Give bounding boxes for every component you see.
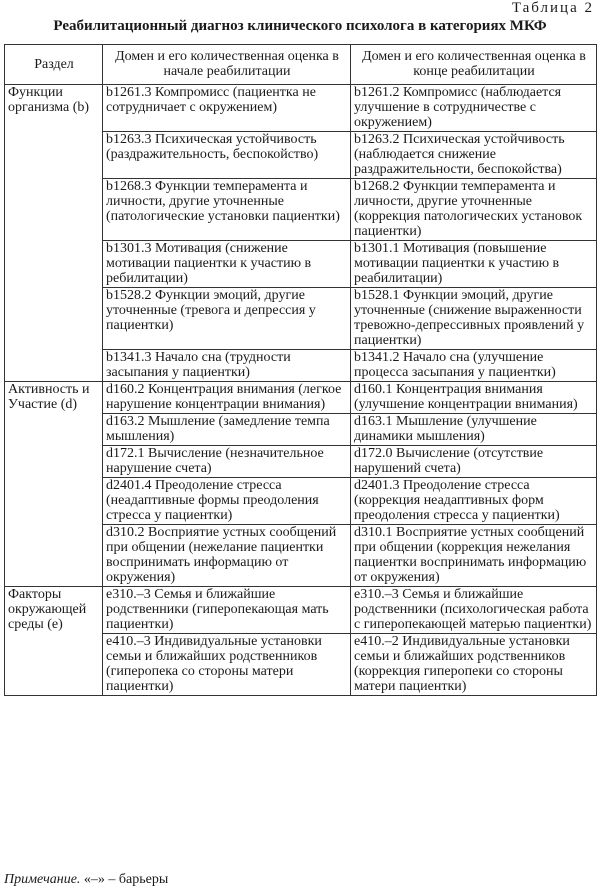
section-cell: Функции организма (b) [5, 85, 103, 382]
table-body [5, 85, 597, 696]
domain-end-cell: b1263.2 Психическая устойчивость (наблюдается снижение раздражительности, беспокойства) [351, 132, 597, 179]
header-start: Домен и его количественная оценка в начале реабилитации [103, 45, 351, 85]
domain-end-cell: e310.–3 Семья и ближайшие родственники (психологическая работа с гиперопекающей матерью пациентки) [351, 587, 597, 634]
domain-start-cell: d160.2 Концентрация внимания (легкое нарушение концентрации внимания) [103, 382, 351, 414]
header-row [5, 45, 597, 85]
domain-start-cell: d310.2 Восприятие устных сообщений при общении (нежелание пациентки воспринимать информацию от окружения) [103, 525, 351, 587]
domain-end-cell: d310.1 Восприятие устных сообщений при общении (коррекция нежелания пациентки воспринимать информацию от окружения) [351, 525, 597, 587]
domain-start-cell: e410.–3 Индивидуальные установки семьи и ближайших родственников (гиперопека со стороны матери пациентки) [103, 634, 351, 696]
note-text: «–» – барьеры [80, 872, 169, 887]
domain-start-cell: e310.–3 Семья и ближайшие родственники (гиперопекающая мать пациентки) [103, 587, 351, 634]
domain-start-cell: d163.2 Мышление (замедление темпа мышления) [103, 414, 351, 446]
header-section: Раздел [5, 45, 103, 85]
table-row [5, 587, 597, 634]
domain-start-cell: b1341.3 Начало сна (трудности засыпания у пациентки) [103, 350, 351, 382]
domain-end-cell: d2401.3 Преодоление стресса (коррекция неадаптивных форм преодоления стресса у пациентки) [351, 478, 597, 525]
domain-start-cell: b1268.3 Функции темперамента и личности, другие уточненные (патологические установки пациентки) [103, 179, 351, 241]
domain-end-cell: d163.1 Мышление (улучшение динамики мышления) [351, 414, 597, 446]
domain-end-cell: d172.0 Вычисление (отсутствие нарушений счета) [351, 446, 597, 478]
domain-end-cell: b1268.2 Функции темперамента и личности, другие уточненные (коррекция патологических установок пациентки) [351, 179, 597, 241]
domain-start-cell: b1263.3 Психическая устойчивость (раздражительность, беспокойство) [103, 132, 351, 179]
table-number: Таблица 2 [511, 0, 594, 16]
domain-end-cell: b1528.1 Функции эмоций, другие уточненные (снижение выраженности тревожно-депрессивных проявлений у пациентки) [351, 288, 597, 350]
table-title: Реабилитационный диагноз клинического психолога в категориях МКФ [53, 18, 547, 34]
table-note [4, 872, 168, 888]
domain-end-cell: b1261.2 Компромисс (наблюдается улучшение в сотрудничестве с окружением) [351, 85, 597, 132]
icf-diagnosis-table [4, 44, 597, 696]
domain-end-cell: e410.–2 Индивидуальные установки семьи и ближайших родственников (коррекция гиперопеки со стороны матери пациентки) [351, 634, 597, 696]
domain-start-cell: b1301.3 Мотивация (снижение мотивации пациентки к участию в ребилитации) [103, 241, 351, 288]
note-label: Примечание. [4, 872, 81, 887]
domain-end-cell: b1301.1 Мотивация (повышение мотивации пациентки к участию в реабилитации) [351, 241, 597, 288]
domain-end-cell: d160.1 Концентрация внимания (улучшение концентрации внимания) [351, 382, 597, 414]
section-cell: Активность и Участие (d) [5, 382, 103, 587]
table-row [5, 382, 597, 414]
domain-start-cell: d2401.4 Преодоление стресса (неадаптивные формы преодоления стресса у пациентки) [103, 478, 351, 525]
domain-start-cell: b1528.2 Функции эмоций, другие уточненные (тревога и депрессия у пациентки) [103, 288, 351, 350]
section-cell: Факторы окружающей среды (e) [5, 587, 103, 696]
header-end: Домен и его количественная оценка в конце реабилитации [351, 45, 597, 85]
domain-start-cell: d172.1 Вычисление (незначительное нарушение счета) [103, 446, 351, 478]
table-row [5, 85, 597, 132]
domain-end-cell: b1341.2 Начало сна (улучшение процесса засыпания у пациентки) [351, 350, 597, 382]
domain-start-cell: b1261.3 Компромисс (пациентка не сотрудничает с окружением) [103, 85, 351, 132]
